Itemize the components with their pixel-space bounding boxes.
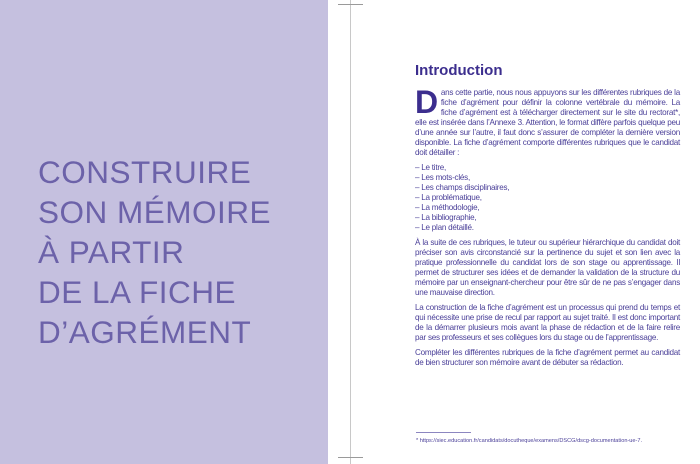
chapter-title-line: CONSTRUIRE: [38, 154, 252, 190]
intro-text: ans cette partie, nous nous appuyons sur les différentes rubriques de la fiche d’agrément pour définir la colonne vertébrale du mémoire. La fiche d’agrément est à télécharger directement sur le site du rectorat*, elle est insérée dans l’Annexe 3. Attention, le format diffère parfois quelque peu d’une année sur l’autre, il faut donc s’assurer de compléter la dernière version disponible. La fiche d’agrément comporte différentes rubriques que le candidat doit détailler :: [415, 88, 680, 157]
right-page-content: [415, 62, 680, 373]
rubric-list: [415, 163, 680, 233]
chapter-title-line: D’AGRÉMENT: [38, 314, 252, 350]
list-item: – Le titre,: [415, 163, 680, 173]
drop-cap: D: [415, 84, 438, 120]
chapter-title-line: À PARTIR: [38, 234, 185, 270]
list-item: – La problématique,: [415, 193, 680, 203]
list-item: – La bibliographie,: [415, 213, 680, 223]
section-heading: Introduction: [415, 62, 503, 79]
crop-mark-top: [338, 4, 363, 5]
list-item: – Les mots-clés,: [415, 173, 680, 183]
chapter-title-line: DE LA FICHE: [38, 274, 237, 310]
left-page-panel: [0, 0, 328, 464]
body-paragraph: À la suite de ces rubriques, le tuteur ou supérieur hiérarchique du candidat doit préciser son avis circonstancié sur la pertinence du sujet et son lien avec la pratique professionnelle du candidat lors de son stage ou apprentissage. Il permet de structurer ses idées et de demander la validation de la structure du mémoire par un enseignant-chercheur pour être sûr de ne pas s’engager dans une mauvaise direction.: [415, 238, 680, 297]
body-paragraph: Compléter les différentes rubriques de la fiche d’agrément permet au candidat de bien structurer son mémoire avant de débuter sa rédaction.: [415, 348, 680, 367]
list-item: – Le plan détaillé.: [415, 223, 680, 233]
footnote: * https://siec.education.fr/candidats/docutheque/examens/DSCG/dscg-documentation-ue-7.: [416, 438, 643, 444]
page-gutter-line: [350, 0, 351, 464]
crop-mark-bottom: [338, 457, 363, 458]
chapter-title-line: SON MÉMOIRE: [38, 194, 272, 230]
chapter-title: [38, 152, 271, 352]
intro-paragraph: [415, 84, 680, 158]
list-item: – La méthodologie,: [415, 203, 680, 213]
list-item: – Les champs disciplinaires,: [415, 183, 680, 193]
footnote-rule: [416, 432, 471, 433]
body-paragraph: La construction de la fiche d’agrément est un processus qui prend du temps et qui nécessite une prise de recul par rapport au sujet traité. Il est donc important de la démarrer plusieurs mois avant la phase de rédaction et de la faire relire par ses professeurs et ses collègues lors du stage ou de l’apprentissage.: [415, 303, 680, 342]
